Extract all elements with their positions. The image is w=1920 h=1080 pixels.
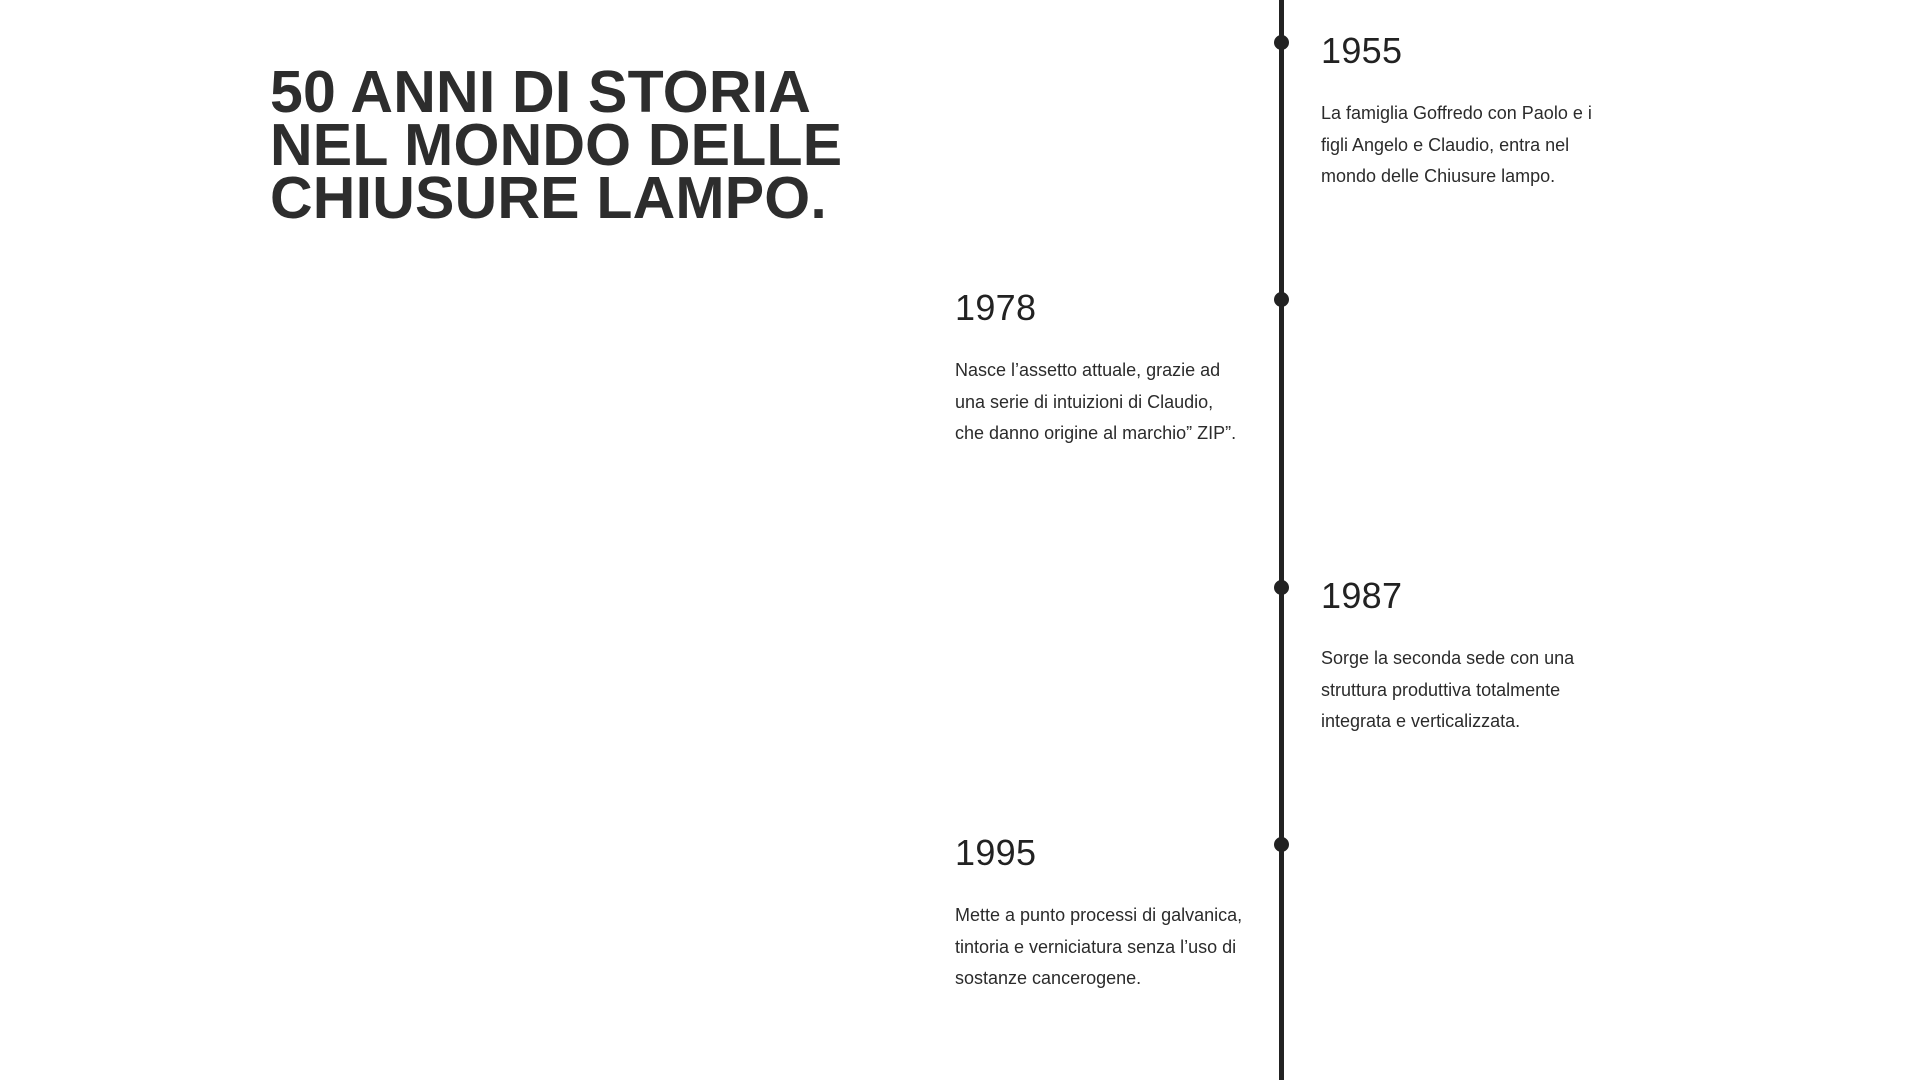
- timeline-description: La famiglia Goffredo con Paolo e i figli Angelo e Claudio, entra nel mondo delle Chiusure lampo.: [1321, 103, 1592, 186]
- page-title: [270, 59, 890, 231]
- page-title-line-2: NEL MONDO DELLE: [270, 112, 843, 178]
- timeline-entry-1978: [955, 286, 1245, 450]
- timeline-dot-1995: [1274, 837, 1289, 852]
- timeline-year: 1955: [1321, 30, 1403, 71]
- timeline-entry-1995: [955, 831, 1245, 995]
- timeline-year: 1978: [955, 287, 1037, 328]
- timeline-year: 1995: [955, 832, 1037, 873]
- timeline-dot-1978: [1274, 292, 1289, 307]
- timeline-entry-1955: [1321, 29, 1611, 193]
- timeline-description: Nasce l’assetto attuale, grazie ad una serie di intuizioni di Claudio, che danno origine al marchio” ZIP”.: [955, 360, 1237, 443]
- timeline-dot-1987: [1274, 580, 1289, 595]
- timeline-description: Mette a punto processi di galvanica, tintoria e verniciatura senza l’uso di sostanze cancerogene.: [955, 905, 1243, 988]
- timeline-year: 1987: [1321, 575, 1403, 616]
- timeline-line: [1279, 0, 1284, 1080]
- page-title-line-3: CHIUSURE LAMPO.: [270, 165, 827, 231]
- page-title-line-1: 50 ANNI DI STORIA: [270, 59, 812, 125]
- timeline-description: Sorge la seconda sede con una struttura produttiva totalmente integrata e verticalizzata.: [1321, 648, 1575, 731]
- timeline-entry-1987: [1321, 574, 1611, 738]
- timeline-dot-1955: [1274, 35, 1289, 50]
